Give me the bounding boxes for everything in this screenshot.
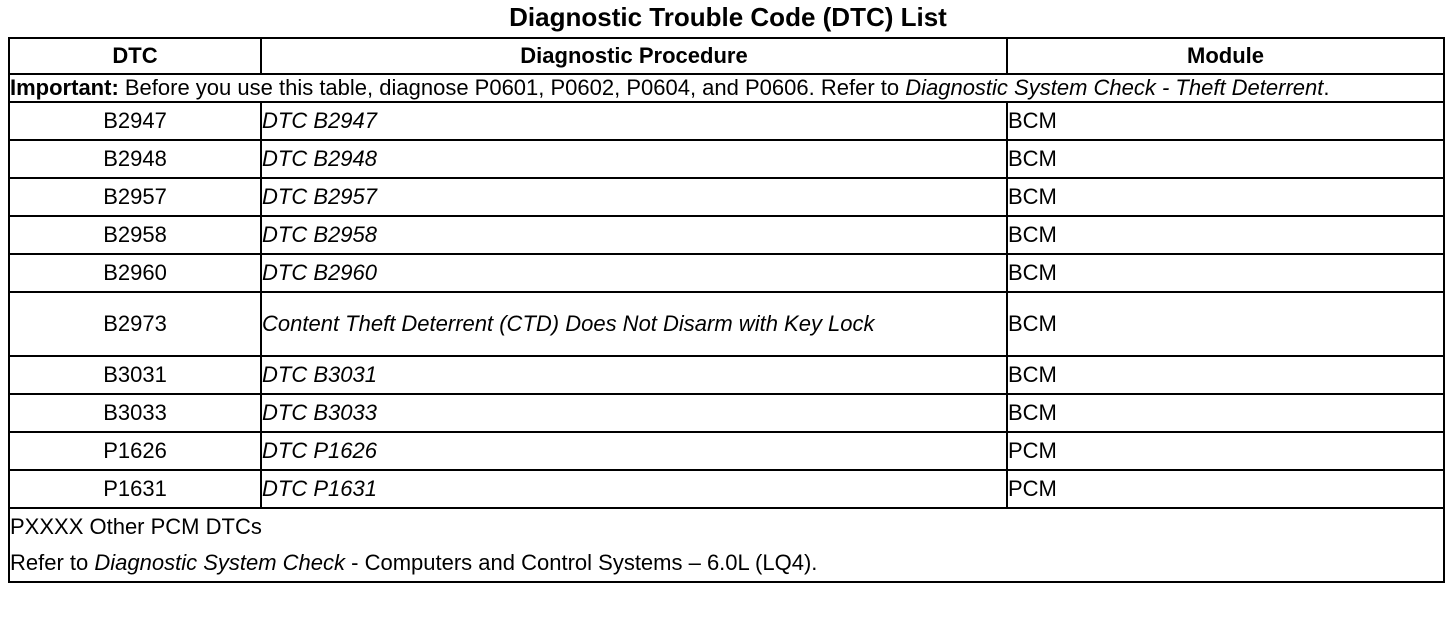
column-header-dtc: DTC bbox=[9, 38, 261, 74]
table-row bbox=[9, 394, 1444, 432]
table-row bbox=[9, 140, 1444, 178]
important-end: . bbox=[1323, 75, 1330, 100]
procedure-link[interactable]: DTC P1626 bbox=[261, 432, 1007, 470]
dtc-code: B2958 bbox=[9, 216, 261, 254]
footer-refer: Refer to bbox=[10, 550, 95, 575]
dtc-code: B3033 bbox=[9, 394, 261, 432]
column-header-procedure: Diagnostic Procedure bbox=[261, 38, 1007, 74]
procedure-link[interactable]: DTC B2960 bbox=[261, 254, 1007, 292]
dtc-code: B2947 bbox=[9, 102, 261, 140]
procedure-link[interactable]: DTC B2948 bbox=[261, 140, 1007, 178]
table-row bbox=[9, 178, 1444, 216]
dtc-code: P1631 bbox=[9, 470, 261, 508]
page-title: Diagnostic Trouble Code (DTC) List bbox=[509, 2, 947, 32]
dtc-code: B2960 bbox=[9, 254, 261, 292]
footer-line-1: PXXXX Other PCM DTCs bbox=[10, 514, 262, 539]
table-row bbox=[9, 292, 1444, 356]
procedure-link[interactable]: Content Theft Deterrent (CTD) Does Not Disarm with Key Lock bbox=[261, 292, 1007, 356]
important-note-row bbox=[9, 74, 1444, 102]
table-row bbox=[9, 102, 1444, 140]
module-cell: PCM bbox=[1007, 432, 1444, 470]
dtc-code: P1626 bbox=[9, 432, 261, 470]
footer-reference-link[interactable]: Diagnostic System Check bbox=[94, 550, 346, 575]
module-cell: BCM bbox=[1007, 140, 1444, 178]
procedure-link[interactable]: DTC P1631 bbox=[261, 470, 1007, 508]
dtc-code: B2973 bbox=[9, 292, 261, 356]
table-row bbox=[9, 356, 1444, 394]
procedure-link[interactable]: DTC B3033 bbox=[261, 394, 1007, 432]
important-reference-link[interactable]: Diagnostic System Check - Theft Deterrent bbox=[905, 75, 1324, 100]
procedure-link[interactable]: DTC B3031 bbox=[261, 356, 1007, 394]
footer-rest: - Computers and Control Systems – 6.0L (LQ4). bbox=[345, 550, 818, 575]
module-cell: BCM bbox=[1007, 178, 1444, 216]
table-row bbox=[9, 216, 1444, 254]
module-cell: PCM bbox=[1007, 470, 1444, 508]
footer-note bbox=[9, 508, 1444, 582]
procedure-link[interactable]: DTC B2947 bbox=[261, 102, 1007, 140]
important-text: Before you use this table, diagnose P0601, P0602, P0604, and P0606. Refer to bbox=[118, 75, 906, 100]
module-cell: BCM bbox=[1007, 254, 1444, 292]
module-cell: BCM bbox=[1007, 394, 1444, 432]
footer-row bbox=[9, 508, 1444, 582]
dtc-code: B3031 bbox=[9, 356, 261, 394]
dtc-code: B2948 bbox=[9, 140, 261, 178]
dtc-code: B2957 bbox=[9, 178, 261, 216]
module-cell: BCM bbox=[1007, 216, 1444, 254]
table-row bbox=[9, 254, 1444, 292]
header-row bbox=[9, 38, 1444, 74]
module-cell: BCM bbox=[1007, 356, 1444, 394]
footer-line-2 bbox=[10, 545, 1443, 581]
procedure-link[interactable]: DTC B2958 bbox=[261, 216, 1007, 254]
dtc-table bbox=[8, 37, 1445, 583]
important-note bbox=[9, 74, 1444, 102]
column-header-module: Module bbox=[1007, 38, 1444, 74]
table-row bbox=[9, 470, 1444, 508]
module-cell: BCM bbox=[1007, 102, 1444, 140]
procedure-link[interactable]: DTC B2957 bbox=[261, 178, 1007, 216]
important-label: Important: bbox=[10, 75, 119, 100]
module-cell: BCM bbox=[1007, 292, 1444, 356]
table-row bbox=[9, 432, 1444, 470]
